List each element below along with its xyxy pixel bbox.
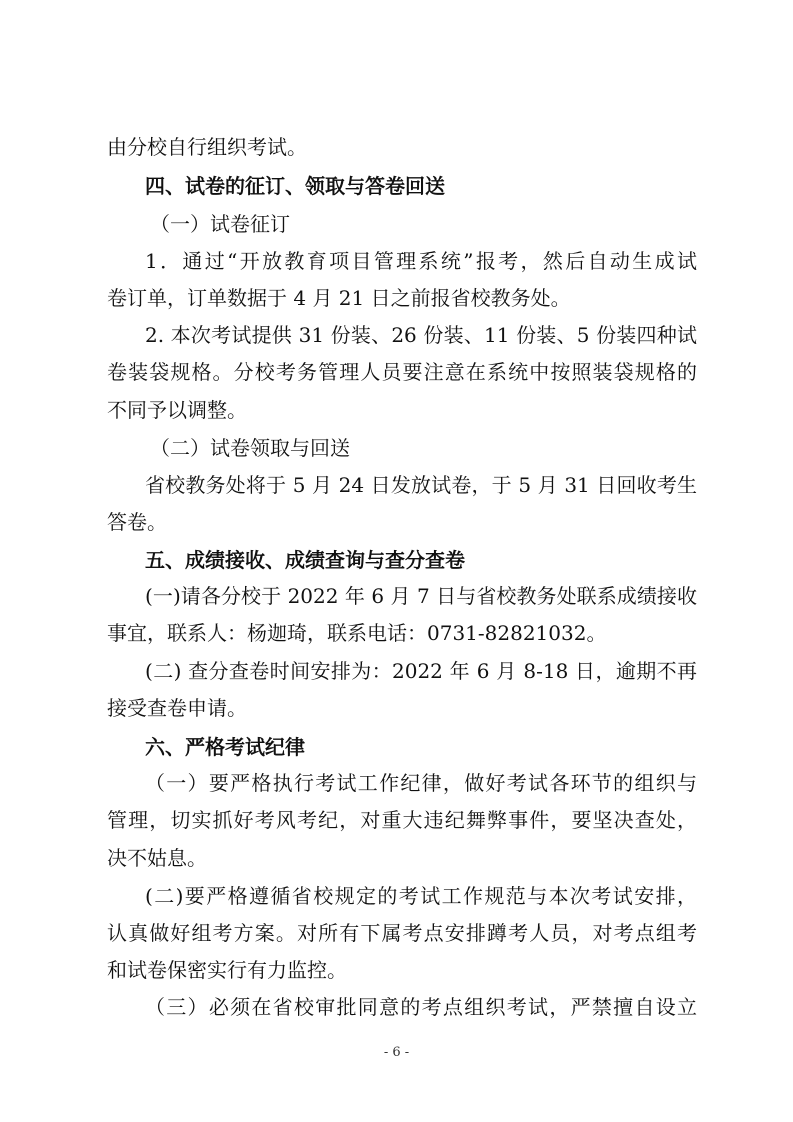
text-line: 和试卷保密实行有力监控。	[107, 958, 347, 982]
text-line: 不同予以调整。	[107, 398, 247, 422]
text-line: (一)请各分校于 2022 年 6 月 7 日与省校教务处联系成绩接收	[145, 584, 697, 608]
text-line: 事宜，联系人：杨迦琦，联系电话：0731-82821032。	[107, 621, 607, 645]
text-line: 2. 本次考试提供 31 份装、26 份装、11 份装、5 份装四种试	[145, 323, 697, 347]
section-heading: 五、成绩接收、成绩查询与查分查卷	[145, 548, 465, 572]
text-line: 管理，切实抓好考风考纪，对重大违纪舞弊事件，要坚决查处，	[107, 808, 697, 832]
text-line: 省校教务处将于 5 月 24 日发放试卷，于 5 月 31 日回收考生	[145, 473, 697, 497]
text-line: 卷订单，订单数据于 4 月 21 日之前报省校教务处。	[107, 286, 571, 310]
section-heading: 四、试卷的征订、领取与答卷回送	[145, 174, 445, 198]
text-line: 由分校自行组织考试。	[107, 135, 307, 159]
text-line: 1．通过“开放教育项目管理系统”报考，然后自动生成试	[145, 249, 697, 273]
text-line: 答卷。	[107, 510, 167, 534]
subsection-heading: （一）试卷征订	[150, 212, 290, 236]
text-line: 接受查卷申请。	[107, 696, 247, 720]
page-number: - 6 -	[383, 1045, 410, 1060]
text-line: 认真做好组考方案。对所有下属考点安排蹲考人员，对考点组考	[107, 921, 697, 945]
subsection-heading: （二）试卷领取与回送	[150, 436, 350, 460]
text-line: 决不姑息。	[107, 846, 207, 870]
text-line: 卷装袋规格。分校考务管理人员要注意在系统中按照装袋规格的	[107, 360, 697, 384]
section-heading: 六、严格考试纪律	[145, 735, 305, 759]
text-line: (二) 查分查卷时间安排为：2022 年 6 月 8-18 日，逾期不再	[145, 659, 697, 683]
text-line: (二)要严格遵循省校规定的考试工作规范与本次考试安排，	[145, 884, 697, 908]
text-line: （一）要严格执行考试工作纪律，做好考试各环节的组织与	[145, 771, 697, 795]
text-line: （三）必须在省校审批同意的考点组织考试，严禁擅自设立	[145, 995, 697, 1019]
